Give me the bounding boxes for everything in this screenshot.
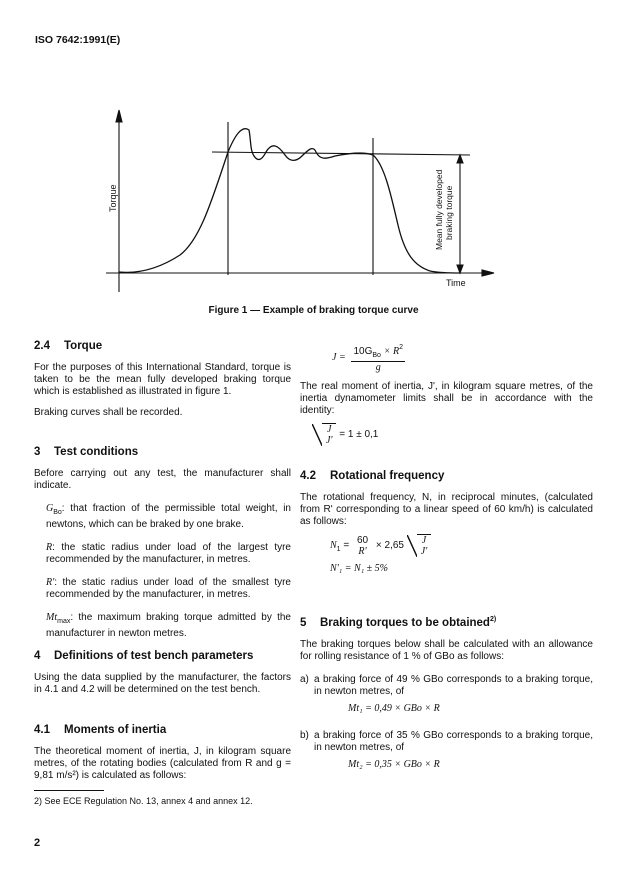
paragraph: For the purposes of this International Standard, torque is taken to be the mean fully developed braking torque which is established as illustrated in figure 1. [34, 362, 291, 397]
paragraph: The braking torques below shall be calculated with an allowance for rolling resistance of 1 % of GBo as follows: [300, 639, 593, 662]
footnote: 2) See ECE Regulation No. 13, annex 4 and annex 12. [34, 796, 253, 806]
section-4-1-continued [300, 342, 593, 446]
formula-n1: $N_1$ = 60 R' × 2,65 J J' [300, 534, 593, 557]
figure-caption: Figure 1 — Example of braking torque curve [208, 305, 419, 316]
section-4-1 [34, 724, 291, 782]
formula-inertia-identity: J J' = 1 ± 0,1 [300, 423, 593, 446]
paragraph: The rotational frequency, N, in reciprocal minutes, (calculated from R' corresponding to a linear speed of 60 km/h) is calculated as follows: [300, 492, 593, 527]
torque-curve [119, 129, 460, 273]
list-item-a: a) a braking force of 49 % GBo corresponds to a braking torque, in newton metres, of [300, 674, 593, 697]
y-axis-label: Torque [108, 184, 118, 212]
section-heading: 4.2 Rotational frequency [300, 470, 445, 482]
section-heading: 4 Definitions of test bench parameters [34, 650, 254, 662]
formula-mt1: Mt₁ = 0,49 × GBo × R [348, 703, 440, 714]
section-heading: 3 Test conditions [34, 446, 139, 458]
section-3 [34, 446, 291, 640]
paragraph: Using the data supplied by the manufacturer, the factors in 4.1 and 4.2 will be determined on the test bench. [34, 672, 291, 695]
y-axis-arrow [116, 110, 122, 122]
formula-mt2: Mt₂ = 0,35 × GBo × R [348, 759, 440, 770]
definition-mt-max: $Mt_{max}$: the maximum braking torque admitted by the manufacturer in newton metres. [46, 612, 291, 639]
paragraph: Braking curves shall be recorded. [34, 407, 183, 418]
document-header: ISO 7642:1991(E) [35, 34, 121, 46]
paragraph: The real moment of inertia, J', in kilogram square metres, of the inertia dynamometer limits shall be in accordance with the identity: [300, 381, 593, 416]
formula-n1-prime: N'₁ = N₁ ± 5% [330, 563, 388, 574]
page-number: 2 [34, 837, 41, 849]
section-4-2 [300, 470, 593, 575]
section-heading: 2.4 Torque [34, 340, 103, 352]
section-heading: 5 Braking torques to be obtained$^{2)}$ [300, 616, 497, 629]
x-axis-label: Time [446, 278, 466, 288]
x-axis-arrow [482, 270, 494, 276]
list-item-b: b) a braking force of 35 % GBo corresponds to a braking torque, in newton metres, of [300, 730, 593, 753]
annotation-line-1: Mean fully developed [434, 169, 444, 250]
footnote-rule [34, 790, 104, 791]
section-5 [300, 614, 593, 771]
braking-torque-figure [0, 0, 627, 300]
section-heading: 4.1 Moments of inertia [34, 724, 167, 736]
definition-r: R: the static radius under load of the largest tyre recommended by the manufacturer, in metres. [46, 542, 291, 565]
section-2-4 [34, 340, 291, 419]
annotation-line-2: braking torque [444, 185, 454, 240]
paragraph: Before carrying out any test, the manufacturer shall indicate. [34, 468, 291, 491]
definition-r-prime: R': the static radius under load of the smallest tyre recommended by the manufacturer, in metres. [46, 577, 291, 600]
section-4 [34, 650, 291, 696]
formula-j: J = $\frac{10G_{Bo} \times R^2}{g}$ [332, 344, 403, 373]
paragraph: The theoretical moment of inertia, J, in kilogram square metres, of the rotating bodies (calculated from R and g = 9,81 m/s²) is calculated as follows: [34, 746, 291, 781]
definition-gbo: $G_{Bo}$: that fraction of the permissible total weight, in newtons, which can be braked by one brake. [46, 503, 291, 530]
